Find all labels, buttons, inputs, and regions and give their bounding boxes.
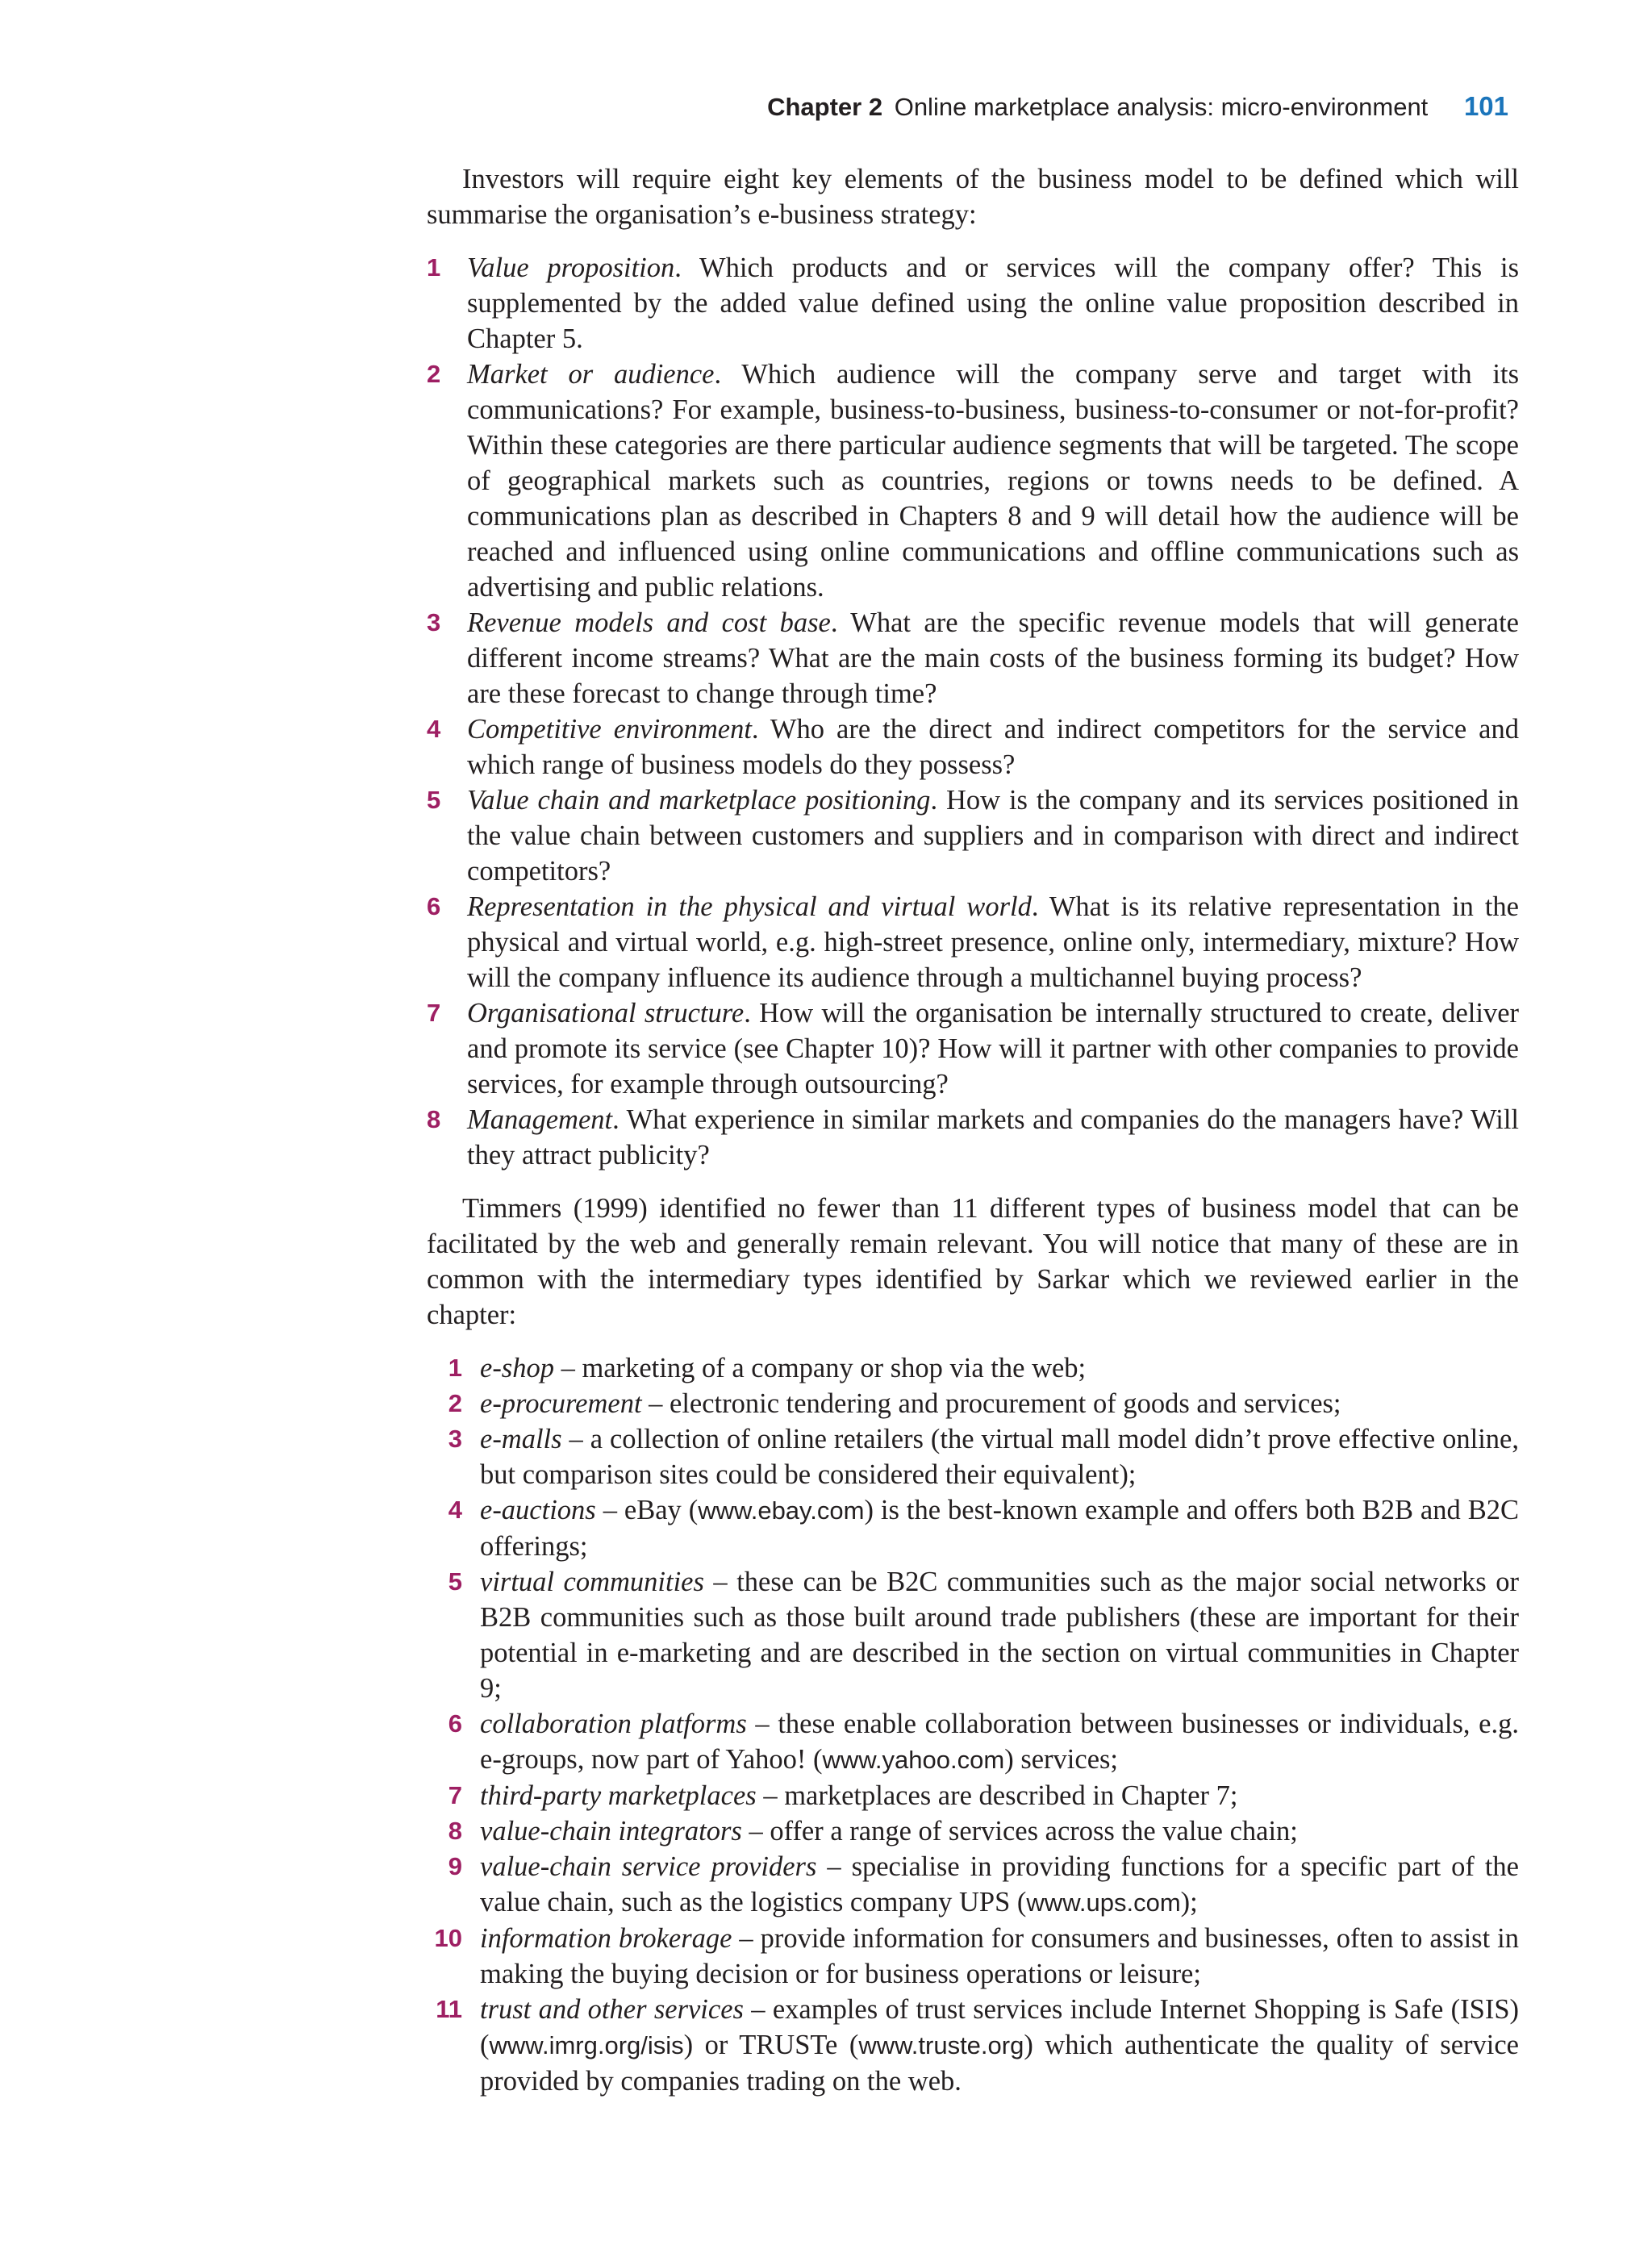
model-term: collaboration platforms xyxy=(480,1709,747,1739)
list-item xyxy=(427,711,1519,782)
element-term: Representation in the physical and virtual world xyxy=(467,891,1032,922)
element-text: . Which audience will the company serve and target with its communications? For example, business-to-business, business-to-consumer or not-for-profit? Within these categories are there particular audience segments that will be targeted. The scope of geographical markets such as countries, regions or towns needs to be defined. A communications plan as described in Chapters 8 and 9 will detail how the audience will be reached and influenced using online communications and offline communications such as advertising and public relations. xyxy=(467,359,1520,603)
model-text: – offer a range of services across the value chain; xyxy=(741,1816,1298,1846)
list-item xyxy=(427,357,1519,605)
model-text: ) or TRUSTe ( xyxy=(683,2030,859,2060)
list-item xyxy=(427,1102,1519,1173)
model-term: value-chain integrators xyxy=(480,1816,742,1846)
model-term: value-chain service providers xyxy=(480,1851,817,1882)
list-item xyxy=(427,250,1519,357)
ebay-url: www.ebay.com xyxy=(698,1496,865,1525)
model-text: – eBay ( xyxy=(595,1495,699,1525)
list-item xyxy=(427,605,1519,711)
model-text: – examples of trust services include Internet Shopping is Safe (ISIS) ( xyxy=(480,1994,1519,2060)
list-number: 1 xyxy=(448,1354,462,1382)
model-text: – a collection of online retailers (the virtual mall model didn’t prove effective online, but comparison sites could be considered their equivalent); xyxy=(480,1424,1519,1490)
model-text: – specialise in providing functions for a specific part of the value chain, such as the logistics company UPS ( xyxy=(480,1851,1519,1917)
list-number: 3 xyxy=(448,1425,462,1453)
element-text: . Who are the direct and indirect competitors for the service and which range of business models do they possess? xyxy=(467,714,1519,780)
list-number: 2 xyxy=(448,1389,462,1417)
yahoo-url: www.yahoo.com xyxy=(822,1746,1005,1774)
list-number: 11 xyxy=(436,1995,462,2023)
list-number: 9 xyxy=(448,1852,462,1880)
chapter-title: Online marketplace analysis: micro-environment xyxy=(894,93,1429,121)
ups-url: www.ups.com xyxy=(1026,1888,1181,1917)
element-term: Value proposition xyxy=(467,252,675,283)
model-term: e-procurement xyxy=(480,1388,642,1419)
list-item xyxy=(427,1813,1519,1849)
model-term: virtual communities xyxy=(480,1567,704,1597)
element-term: Value chain and marketplace positioning xyxy=(467,785,931,816)
element-text: . How is the company and its services positioned in the value chain between customers and suppliers and in comparison with direct and indirect competitors? xyxy=(467,785,1519,887)
list-item xyxy=(427,1564,1519,1706)
list-number: 7 xyxy=(448,1781,462,1809)
list-number: 1 xyxy=(427,253,441,282)
model-text: ); xyxy=(1180,1887,1198,1917)
element-term: Market or audience xyxy=(467,359,715,390)
model-text: – these enable collaboration between businesses or individuals, e.g. e-groups, now part of Yahoo! ( xyxy=(480,1709,1519,1775)
list-item xyxy=(427,1706,1519,1778)
list-item xyxy=(427,889,1519,995)
list-number: 8 xyxy=(427,1105,441,1133)
element-text: . What experience in similar markets and companies do the managers have? Will they attract publicity? xyxy=(467,1104,1519,1170)
truste-url: www.truste.org xyxy=(858,2031,1024,2059)
imrg-url: www.imrg.org/isis xyxy=(489,2031,684,2059)
model-term: information brokerage xyxy=(480,1923,732,1954)
model-term: e-shop xyxy=(480,1353,554,1383)
list-number: 4 xyxy=(448,1496,462,1524)
list-item xyxy=(427,1350,1519,1386)
model-text: – electronic tendering and procurement of goods and services; xyxy=(641,1388,1341,1419)
list-item xyxy=(427,1992,1519,2099)
element-term: Revenue models and cost base xyxy=(467,607,831,638)
list-number: 4 xyxy=(427,715,441,743)
page-number: 101 xyxy=(1463,91,1508,121)
list-number: 8 xyxy=(448,1817,462,1845)
element-term: Competitive environment xyxy=(467,714,752,745)
model-term: trust and other services xyxy=(480,1994,744,2025)
list-number: 10 xyxy=(434,1924,462,1952)
list-item xyxy=(427,995,1519,1102)
list-number: 6 xyxy=(427,892,441,920)
model-term: e-malls xyxy=(480,1424,562,1454)
list-item xyxy=(427,1849,1519,1921)
business-model-elements-list xyxy=(427,250,1519,1173)
model-text: ) services; xyxy=(1004,1744,1119,1775)
intro-paragraph: Investors will require eight key elements of the business model to be defined which will summarise the organisation’s e-business strategy: xyxy=(427,164,1519,230)
model-text: – marketing of a company or shop via the web; xyxy=(553,1353,1087,1383)
element-term: Organisational structure xyxy=(467,998,745,1029)
model-text: ) is the best-known example and offers both B2B and B2C offerings; xyxy=(480,1495,1519,1562)
list-number: 2 xyxy=(427,360,441,388)
list-number: 7 xyxy=(427,999,441,1027)
model-term: third-party marketplaces xyxy=(480,1780,757,1811)
body-text-column xyxy=(427,161,1519,2099)
list-item xyxy=(427,1421,1519,1492)
model-text: ) which authenticate the quality of service provided by companies trading on the web. xyxy=(480,2030,1519,2097)
list-number: 5 xyxy=(448,1567,462,1596)
model-text: – marketplaces are described in Chapter 7; xyxy=(756,1780,1238,1811)
list-item xyxy=(427,1386,1519,1421)
timmers-models-list xyxy=(427,1350,1519,2099)
element-text: . What is its relative representation in the physical and virtual world, e.g. high-street presence, online only, intermediary, mixture? How will the company influence its audience through a multichannel buying process? xyxy=(467,891,1519,993)
element-text: . How will the organisation be internally structured to create, deliver and promote its service (see Chapter 10)? How will it partner with other companies to provide services, for example through outsourcing? xyxy=(467,998,1520,1100)
element-text: . Which products and or services will the company offer? This is supplemented by the added value defined using the online value proposition described in Chapter 5. xyxy=(467,252,1519,354)
list-item xyxy=(427,782,1519,889)
element-text: . What are the specific revenue models that will generate different income streams? What are the main costs of the business forming its budget? How are these forecast to change through time? xyxy=(467,607,1519,709)
list-item xyxy=(427,1492,1519,1564)
element-term: Management xyxy=(467,1104,613,1135)
list-item xyxy=(427,1921,1519,1992)
model-text: – provide information for consumers and businesses, often to assist in making the buying decision or for business operations or leisure; xyxy=(480,1923,1519,1989)
list-number: 6 xyxy=(448,1709,462,1738)
list-item xyxy=(427,1778,1519,1813)
list-number: 3 xyxy=(427,608,441,636)
model-term: e-auctions xyxy=(480,1495,596,1525)
model-text: – these can be B2C communities such as the major social networks or B2B communities such as those built around trade publishers (these are important for their potential in e-marketing and are described in the section on virtual communities in Chapter 9; xyxy=(480,1567,1519,1704)
running-header xyxy=(767,90,1508,123)
timmers-paragraph: Timmers (1999) identified no fewer than 11 different types of business model that can be facilitated by the web and generally remain relevant. You will notice that many of these are in common with the intermediary types identified by Sarkar which we reviewed earlier in the chapter: xyxy=(427,1193,1519,1330)
list-number: 5 xyxy=(427,786,441,814)
chapter-label: Chapter 2 xyxy=(767,93,883,121)
